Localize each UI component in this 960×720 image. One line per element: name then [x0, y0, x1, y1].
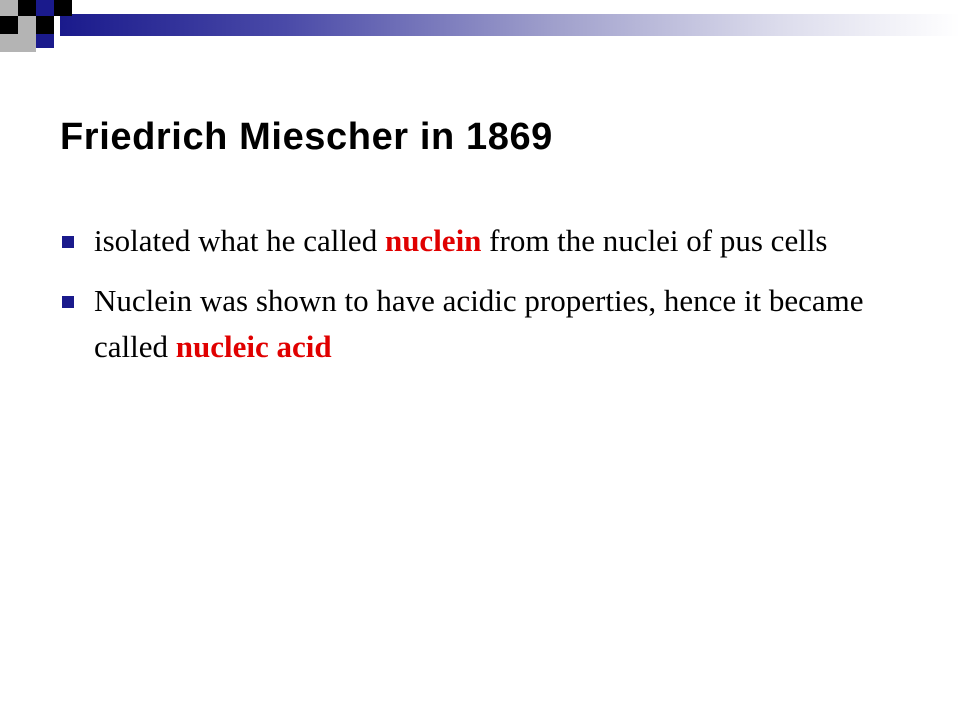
header-square — [36, 0, 54, 16]
highlighted-term: nucleic acid — [175, 329, 332, 364]
header-square — [18, 0, 36, 16]
square-bullet-icon — [62, 236, 74, 248]
bullet-list — [60, 218, 920, 384]
bullet-text: Nuclein was shown to have acidic properties, hence it became called — [94, 283, 864, 364]
header-gradient-bar — [60, 14, 960, 36]
header-square — [0, 34, 18, 52]
header-square — [36, 16, 54, 34]
slide-title: Friedrich Miescher in 1869 — [60, 116, 553, 158]
bullet-item — [60, 278, 920, 370]
bullet-text: from the nuclei of pus cells — [481, 223, 828, 258]
square-bullet-icon — [62, 296, 74, 308]
header-decoration — [0, 0, 960, 50]
header-square — [0, 16, 18, 34]
bullet-item — [60, 218, 920, 264]
highlighted-term: nuclein — [384, 223, 482, 258]
header-square — [0, 0, 18, 16]
header-square — [18, 16, 36, 34]
bullet-text: isolated what he called — [94, 223, 385, 258]
header-square — [18, 34, 36, 52]
header-square — [54, 0, 72, 16]
header-square — [36, 34, 54, 48]
